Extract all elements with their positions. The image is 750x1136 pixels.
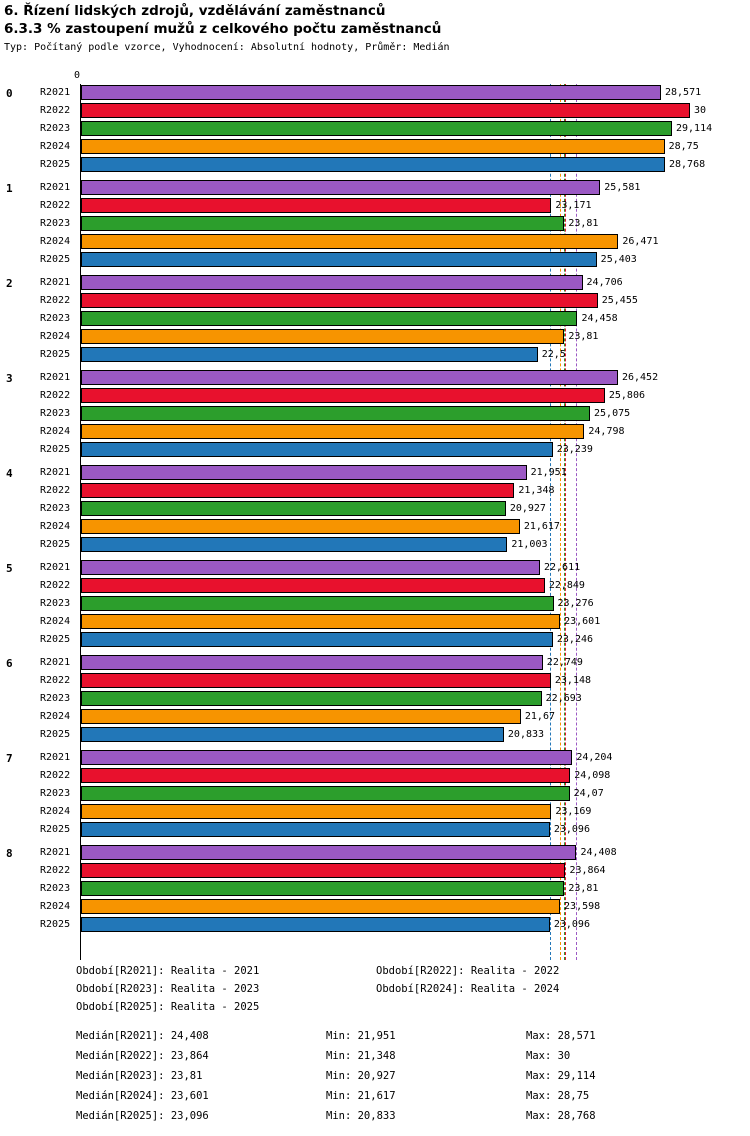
chart-row	[0, 292, 750, 310]
chart-row	[0, 423, 750, 441]
bar-value-label: 23,169	[555, 806, 592, 817]
row-series-label: R2024	[40, 426, 71, 437]
chart-row	[0, 862, 750, 880]
bar-value-label: 20,833	[507, 729, 545, 740]
bar-value-label: 25,455	[601, 295, 638, 306]
row-series-label: R2023	[40, 693, 71, 704]
bar-value-label: 23,239	[556, 444, 593, 455]
chart-row	[0, 500, 750, 518]
row-series-label: R2021	[40, 372, 71, 383]
chart-bar[interactable]	[81, 655, 543, 670]
chart-row	[0, 518, 750, 536]
row-series-label: R2024	[40, 616, 71, 627]
legend-row	[0, 983, 750, 1001]
legend-entry: Období[R2021]: Realita - 2021	[76, 965, 260, 977]
bar-value-label: 20,927	[509, 503, 546, 514]
chart-bar[interactable]	[81, 501, 506, 516]
chart-group	[0, 274, 750, 364]
row-series-label: R2023	[40, 123, 71, 134]
chart-row	[0, 102, 750, 120]
stat-max: Max: 29,114	[526, 1070, 596, 1082]
bar-value-label: 21,67	[524, 711, 555, 722]
bar-value-label: 23,601	[564, 616, 601, 627]
chart-bar[interactable]	[81, 311, 577, 326]
chart-row	[0, 179, 750, 197]
row-series-label: R2024	[40, 806, 71, 817]
chart-row	[0, 577, 750, 595]
row-series-label: R2022	[40, 865, 71, 876]
bar-value-label: 28,571	[664, 87, 702, 98]
chart-group	[0, 559, 750, 649]
bar-value-label: 30	[694, 105, 707, 116]
bar-value-label: 23,148	[554, 675, 592, 686]
chart-row	[0, 898, 750, 916]
row-series-label: R2022	[40, 390, 71, 401]
chart-group	[0, 179, 750, 269]
row-series-label: R2022	[40, 295, 71, 306]
group-label: 7	[6, 752, 13, 765]
bar-value-label: 23,171	[555, 200, 592, 211]
chart-row	[0, 559, 750, 577]
group-label: 4	[6, 467, 13, 480]
chart-legend	[0, 965, 750, 1019]
row-series-label: R2021	[40, 562, 71, 573]
chart-row	[0, 785, 750, 803]
chart-row	[0, 880, 750, 898]
row-series-label: R2025	[40, 729, 71, 740]
group-label: 8	[6, 847, 13, 860]
chart-row	[0, 346, 750, 364]
group-label: 1	[6, 182, 13, 195]
row-series-label: R2024	[40, 521, 71, 532]
legend-row	[0, 965, 750, 983]
stat-median: Medián[R2024]: 23,601	[76, 1090, 209, 1102]
row-series-label: R2023	[40, 788, 71, 799]
bar-value-label: 24,408	[580, 847, 617, 858]
chart-bar[interactable]	[81, 465, 527, 480]
bar-value-label: 25,806	[608, 390, 645, 401]
bar-value-label: 25,581	[604, 182, 641, 193]
chart-bar[interactable]	[81, 691, 542, 706]
bar-value-label: 23,246	[556, 634, 594, 645]
row-series-label: R2025	[40, 349, 71, 360]
chart-bar[interactable]	[81, 388, 605, 403]
chart-bar[interactable]	[81, 537, 507, 552]
stat-median: Medián[R2023]: 23,81	[76, 1070, 203, 1082]
row-series-label: R2024	[40, 331, 71, 342]
chart-bar[interactable]	[81, 614, 560, 629]
chart-bar[interactable]	[81, 727, 504, 742]
bar-value-label: 24,07	[573, 788, 604, 799]
chart-bar[interactable]	[81, 822, 550, 837]
row-series-label: R2022	[40, 770, 71, 781]
row-series-label: R2022	[40, 200, 71, 211]
row-series-label: R2021	[40, 847, 71, 858]
chart-bar[interactable]	[81, 347, 538, 362]
group-label: 2	[6, 277, 13, 290]
chart-row	[0, 844, 750, 862]
bar-value-label: 23,598	[564, 901, 601, 912]
chart-bar[interactable]	[81, 121, 672, 136]
chart-config-line: Typ: Počítaný podle vzorce, Vyhodnocení: Absolutní hodnoty, Průměr: Medián	[4, 42, 450, 53]
chart-row	[0, 197, 750, 215]
bar-value-label: 22,5	[541, 349, 566, 360]
row-series-label: R2021	[40, 657, 71, 668]
chart-row	[0, 138, 750, 156]
legend-entry: Období[R2024]: Realita - 2024	[376, 983, 560, 995]
chart-row	[0, 803, 750, 821]
bar-value-label: 28,75	[668, 141, 699, 152]
stats-row	[0, 1070, 750, 1090]
chart-bar[interactable]	[81, 596, 554, 611]
bar-value-label: 23,096	[553, 919, 590, 930]
row-series-label: R2021	[40, 87, 71, 98]
bar-value-label: 21,003	[511, 539, 548, 550]
chart-bar[interactable]	[81, 750, 572, 765]
chart-bar[interactable]	[81, 899, 560, 914]
chart-bar[interactable]	[81, 293, 598, 308]
chart-bar[interactable]	[81, 442, 553, 457]
chart-row	[0, 464, 750, 482]
chart-group	[0, 844, 750, 934]
bar-value-label: 21,348	[518, 485, 555, 496]
stat-min: Min: 21,951	[326, 1030, 396, 1042]
row-series-label: R2024	[40, 141, 71, 152]
stat-min: Min: 21,348	[326, 1050, 396, 1062]
chart-stats	[0, 1030, 750, 1130]
row-series-label: R2021	[40, 467, 71, 478]
bar-value-label: 24,098	[574, 770, 611, 781]
chart-bar[interactable]	[81, 881, 564, 896]
row-series-label: R2022	[40, 105, 71, 116]
chart-bar[interactable]	[81, 198, 551, 213]
chart-row	[0, 916, 750, 934]
bar-value-label: 24,798	[588, 426, 625, 437]
chart-bar[interactable]	[81, 632, 553, 647]
bar-value-label: 26,471	[622, 236, 659, 247]
chart-row	[0, 274, 750, 292]
row-series-label: R2025	[40, 254, 71, 265]
row-series-label: R2022	[40, 675, 71, 686]
bar-value-label: 21,617	[523, 521, 560, 532]
stats-row	[0, 1110, 750, 1130]
stats-row	[0, 1050, 750, 1070]
row-series-label: R2025	[40, 539, 71, 550]
chart-row	[0, 672, 750, 690]
chart-bar[interactable]	[81, 180, 600, 195]
chart-bar[interactable]	[81, 370, 618, 385]
chart-row	[0, 328, 750, 346]
chart-bar[interactable]	[81, 85, 661, 100]
chart-row	[0, 726, 750, 744]
chart-group	[0, 84, 750, 174]
stat-median: Medián[R2025]: 23,096	[76, 1110, 209, 1122]
bar-value-label: 24,706	[586, 277, 623, 288]
chart-row	[0, 613, 750, 631]
chart-row	[0, 387, 750, 405]
row-series-label: R2023	[40, 503, 71, 514]
chart-bar[interactable]	[81, 863, 565, 878]
chart-row	[0, 654, 750, 672]
chart-bar[interactable]	[81, 845, 576, 860]
chart-plot-area	[0, 70, 750, 960]
chart-bar[interactable]	[81, 329, 564, 344]
bar-value-label: 24,458	[581, 313, 618, 324]
legend-entry: Období[R2022]: Realita - 2022	[376, 965, 560, 977]
chart-bar[interactable]	[81, 560, 540, 575]
chart-bar[interactable]	[81, 275, 583, 290]
chart-bar[interactable]	[81, 139, 665, 154]
row-series-label: R2023	[40, 313, 71, 324]
group-label: 0	[6, 87, 13, 100]
chart-bar[interactable]	[81, 424, 584, 439]
chart-row	[0, 536, 750, 554]
chart-bar[interactable]	[81, 483, 514, 498]
row-series-label: R2025	[40, 634, 71, 645]
chart-row	[0, 690, 750, 708]
bar-value-label: 28,768	[668, 159, 706, 170]
row-series-label: R2023	[40, 218, 71, 229]
chart-bar[interactable]	[81, 709, 521, 724]
chart-row	[0, 708, 750, 726]
chart-row	[0, 156, 750, 174]
chart-row	[0, 821, 750, 839]
stat-max: Max: 28,75	[526, 1090, 590, 1102]
row-series-label: R2021	[40, 277, 71, 288]
row-series-label: R2023	[40, 598, 71, 609]
chart-bar[interactable]	[81, 406, 590, 421]
chart-row	[0, 441, 750, 459]
row-series-label: R2024	[40, 236, 71, 247]
chart-bar[interactable]	[81, 157, 665, 172]
bar-value-label: 23,81	[568, 218, 599, 229]
chart-bar[interactable]	[81, 768, 570, 783]
bar-value-label: 21,951	[530, 467, 567, 478]
chart-row	[0, 310, 750, 328]
row-series-label: R2025	[40, 159, 71, 170]
row-series-label: R2025	[40, 824, 71, 835]
chart-row	[0, 84, 750, 102]
chart-bar[interactable]	[81, 216, 564, 231]
axis-zero-label: 0	[74, 70, 81, 81]
stats-row	[0, 1030, 750, 1050]
bar-value-label: 22,749	[546, 657, 583, 668]
chart-bar[interactable]	[81, 103, 690, 118]
bar-value-label: 23,81	[568, 883, 599, 894]
bar-value-label: 23,276	[557, 598, 594, 609]
chart-row	[0, 749, 750, 767]
stat-max: Max: 30	[526, 1050, 571, 1062]
chart-row	[0, 120, 750, 138]
row-series-label: R2025	[40, 919, 71, 930]
bar-value-label: 25,403	[600, 254, 637, 265]
row-series-label: R2022	[40, 485, 71, 496]
chart-row	[0, 405, 750, 423]
chart-row	[0, 482, 750, 500]
bar-value-label: 29,114	[676, 123, 713, 134]
stat-min: Min: 21,617	[326, 1090, 396, 1102]
legend-row	[0, 1001, 750, 1019]
row-series-label: R2021	[40, 182, 71, 193]
chart-bar[interactable]	[81, 578, 545, 593]
stat-max: Max: 28,768	[526, 1110, 596, 1122]
bar-value-label: 22,849	[548, 580, 585, 591]
bar-value-label: 23,096	[553, 824, 590, 835]
stats-row	[0, 1090, 750, 1110]
chart-bar[interactable]	[81, 917, 550, 932]
row-series-label: R2023	[40, 408, 71, 419]
chart-row	[0, 631, 750, 649]
stat-median: Medián[R2021]: 24,408	[76, 1030, 209, 1042]
bar-value-label: 23,864	[569, 865, 606, 876]
bar-value-label: 22,611	[544, 562, 581, 573]
group-label: 3	[6, 372, 13, 385]
chart-row	[0, 369, 750, 387]
row-series-label: R2021	[40, 752, 71, 763]
chart-row	[0, 215, 750, 233]
bar-value-label: 23,81	[568, 331, 599, 342]
chart-group	[0, 654, 750, 744]
page-title: 6. Řízení lidských zdrojů, vzdělávání zaměstnanců	[4, 3, 386, 19]
chart-group	[0, 464, 750, 554]
group-label: 6	[6, 657, 13, 670]
row-series-label: R2024	[40, 901, 71, 912]
page-subtitle: 6.3.3 % zastoupení mužů z celkového počtu zaměstnanců	[4, 21, 442, 37]
stat-median: Medián[R2022]: 23,864	[76, 1050, 209, 1062]
bar-value-label: 25,075	[594, 408, 631, 419]
row-series-label: R2022	[40, 580, 71, 591]
chart-bar[interactable]	[81, 234, 618, 249]
bar-value-label: 26,452	[621, 372, 659, 383]
chart-bar[interactable]	[81, 786, 570, 801]
chart-row	[0, 767, 750, 785]
chart-row	[0, 233, 750, 251]
chart-group	[0, 749, 750, 839]
chart-bar[interactable]	[81, 519, 520, 534]
chart-bar[interactable]	[81, 804, 551, 819]
chart-group	[0, 369, 750, 459]
row-series-label: R2025	[40, 444, 71, 455]
stat-min: Min: 20,927	[326, 1070, 396, 1082]
chart-bar[interactable]	[81, 673, 551, 688]
row-series-label: R2023	[40, 883, 71, 894]
stat-max: Max: 28,571	[526, 1030, 596, 1042]
legend-entry: Období[R2023]: Realita - 2023	[76, 983, 260, 995]
row-series-label: R2024	[40, 711, 71, 722]
bar-value-label: 22,693	[545, 693, 582, 704]
legend-entry: Období[R2025]: Realita - 2025	[76, 1001, 260, 1013]
bar-value-label: 24,204	[576, 752, 613, 763]
stat-min: Min: 20,833	[326, 1110, 396, 1122]
chart-row	[0, 251, 750, 269]
chart-row	[0, 595, 750, 613]
group-label: 5	[6, 562, 13, 575]
chart-bar[interactable]	[81, 252, 597, 267]
